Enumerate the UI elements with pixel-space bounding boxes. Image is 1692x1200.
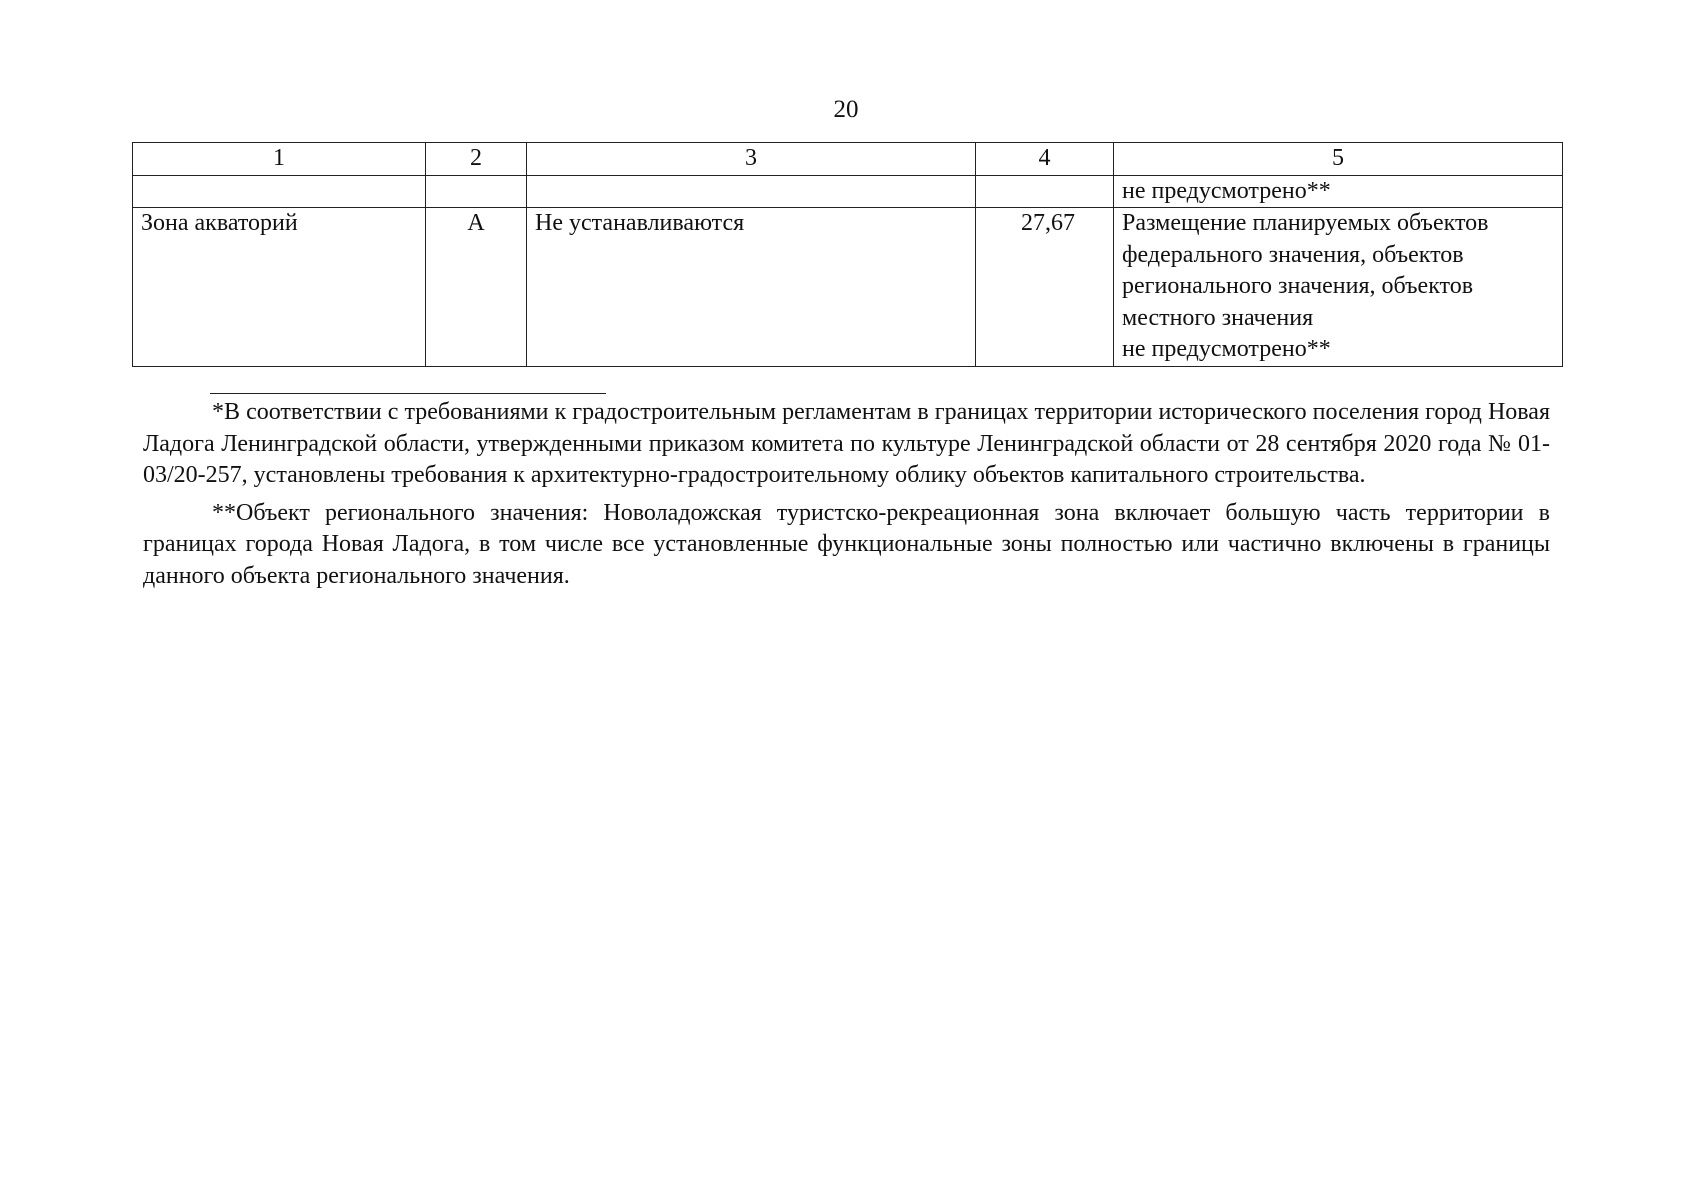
planned-objects-line: не предусмотрено** — [1122, 336, 1331, 362]
column-number-4: 4 — [976, 143, 1114, 176]
footnote-1: *В соответствии с требованиями к градостроительным регламентам в границах территории исторического поселения город Новая Ладога Ленинградской области, утвержденными приказом комитета по культуре Ленинградской области от 28 сентября 2020 года № 01-03/20-257, установлены требования к архитектурно-градостроительному облику объектов капитального строительства. — [143, 399, 1550, 488]
table-header-row — [133, 143, 1563, 176]
page-number: 20 — [833, 96, 859, 123]
cell-zone-name: Зона акваторий — [133, 208, 426, 367]
cell-empty — [426, 175, 527, 208]
footnote-separator — [210, 393, 606, 394]
cell-empty — [976, 175, 1114, 208]
planned-objects-line: федерального значения, объектов — [1122, 241, 1464, 268]
footnotes — [143, 397, 1550, 598]
cell-zone-code: А — [426, 208, 527, 367]
planned-objects-line: регионального значения, объектов — [1122, 273, 1474, 299]
cell-empty — [527, 175, 976, 208]
footnote-2: **Объект регионального значения: Новоладожская туристско-рекреационная зона включает большую часть территории в границах города Новая Ладога, в том числе все установленные функциональные зоны полностью или частично включены в границы данного объекта регионального значения. — [143, 499, 1550, 589]
table-row — [133, 208, 1563, 367]
planned-objects-line: Размещение планируемых объектов — [1122, 210, 1489, 236]
column-number-5: 5 — [1114, 143, 1563, 176]
column-number-1: 1 — [133, 143, 426, 176]
table-row-continuation — [133, 175, 1563, 208]
cell-continuation-text: не предусмотрено** — [1114, 175, 1563, 208]
zones-table — [132, 142, 1563, 367]
planned-objects-line: местного значения — [1122, 304, 1314, 331]
cell-area: 27,67 — [976, 208, 1114, 367]
cell-parameters: Не устанавливаются — [527, 208, 976, 367]
cell-planned-objects — [1114, 208, 1563, 367]
cell-empty — [133, 175, 426, 208]
column-number-3: 3 — [527, 143, 976, 176]
column-number-2: 2 — [426, 143, 527, 176]
